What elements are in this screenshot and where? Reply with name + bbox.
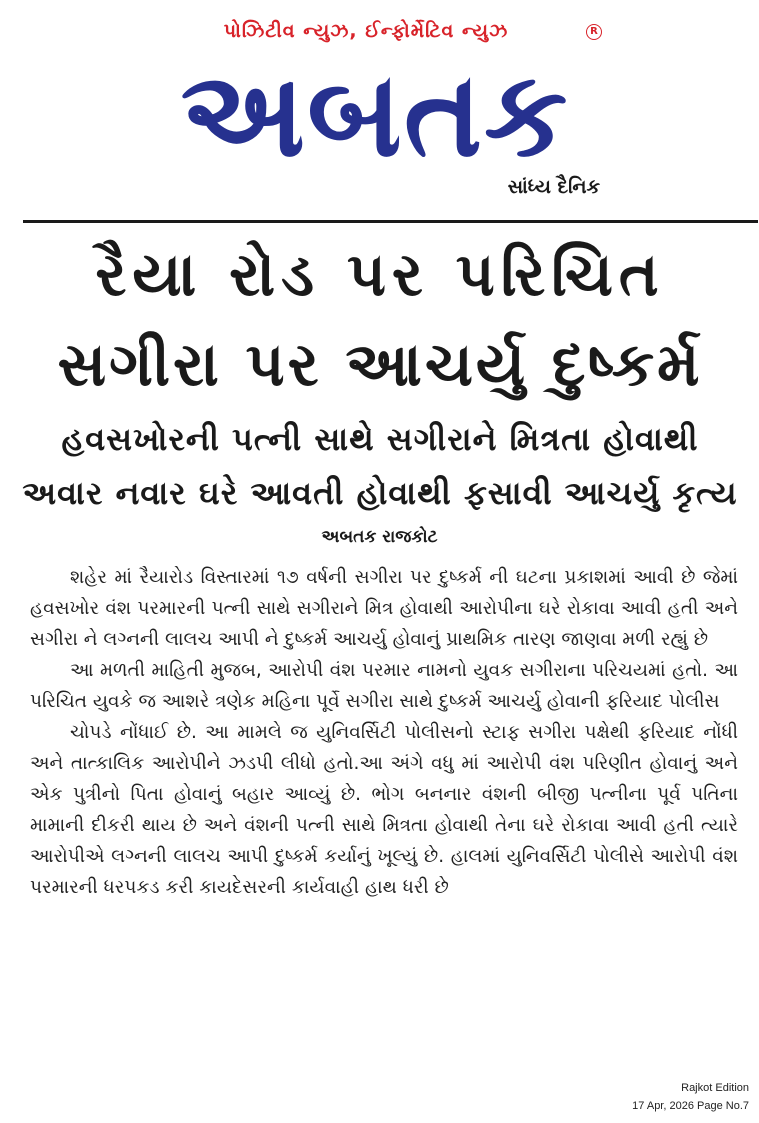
edition-label: Rajkot Edition — [681, 1082, 749, 1094]
article-paragraph: આ મળતી માહિતી મુજબ, આરોપી વંશ પરમાર નામનો યુવક સગીરાના પરિચયમાં હતો. આ પરિચિત યુવકે જ આશરે ત્રણેક મહિના પૂર્વે સગીરા સાથે દુષ્કર્મ આચર્યુ હોવાની ફરિયાદ પોલીસ — [30, 660, 738, 712]
headline-line-2: સગીરા પર આચર્યુ દુષ્કર્મ — [57, 330, 703, 400]
article-body — [30, 562, 738, 903]
dateline: અબતક રાજકોટ — [321, 527, 438, 547]
article-paragraph: ચોપડે નોંધાઈ છે. આ મામલે જ યુનિવર્સિટી પોલીસનો સ્ટાફ સગીરા પક્ષેથી ફરિયાદ નોંધી અને તાત્કાલિક આરોપીને ઝડપી લીધો હતો.આ અંગે વધુ માં આરોપી વંશ પરિણીત હોવાનું અને એક પુત્રીનો પિતા હોવાનું બહાર આવ્યું છે. ભોગ બનનાર વંશની બીજી પત્નીના પૂર્વ પતિના મામાની દીકરી થાય છે અને વંશની પત્ની સાથે મિત્રતા હોવાથી તેના ઘરે રોકાવા આવી હતી ત્યારે આરોપીએ લગ્નની લાલચ આપી દુષ્કર્મ કર્યાનું ખૂલ્યું છે. હાલમાં યુનિવર્સિટી પોલીસે આરોપી વંશ પરમારની ધરપકડ કરી કાયદેસરની કાર્યવાહી હાથ ધરી છે — [30, 722, 738, 898]
subheadline-line-2: અવાર નવાર ઘરે આવતી હોવાથી ફસાવી આચર્યુ કૃત્ય — [22, 474, 738, 512]
masthead — [150, 14, 610, 204]
article-paragraph: શહેર માં રૈયારોડ વિસ્તારમાં ૧૭ વર્ષની સગીરા પર દુષ્કર્મ ની ઘટના પ્રકાશમાં આવી છે જેમાં હવસખોર વંશ પરમારની પત્ની સાથે સગીરાને મિત્ર હોવાથી આરોપીના ઘરે રોકાવા આવી હતી અને સગીરા ને લગ્નની લાલચ આપી ને દુષ્કર્મ આચર્યુ હોવાનું પ્રાથમિક તારણ જાણવા મળી રહ્યું છે — [30, 567, 738, 650]
date-page-label: 17 Apr, 2026 Page No.7 — [632, 1100, 749, 1112]
newspaper-logo: અબતક — [180, 45, 570, 183]
masthead-subtitle: સાંધ્ય દૈનિક — [507, 176, 600, 198]
masthead-tagline: પોઝિટીવ ન્યુઝ, ઈન્ફોર્મેટિવ ન્યુઝ — [223, 20, 509, 42]
registered-mark-icon: R — [586, 24, 602, 40]
headline-line-1: રૈયા રોડ પર પરિચિત — [95, 240, 665, 310]
header-divider — [23, 220, 758, 223]
subheadline-line-1: હવસખોરની પત્ની સાથે સગીરાને મિત્રતા હોવાથી — [61, 420, 699, 458]
